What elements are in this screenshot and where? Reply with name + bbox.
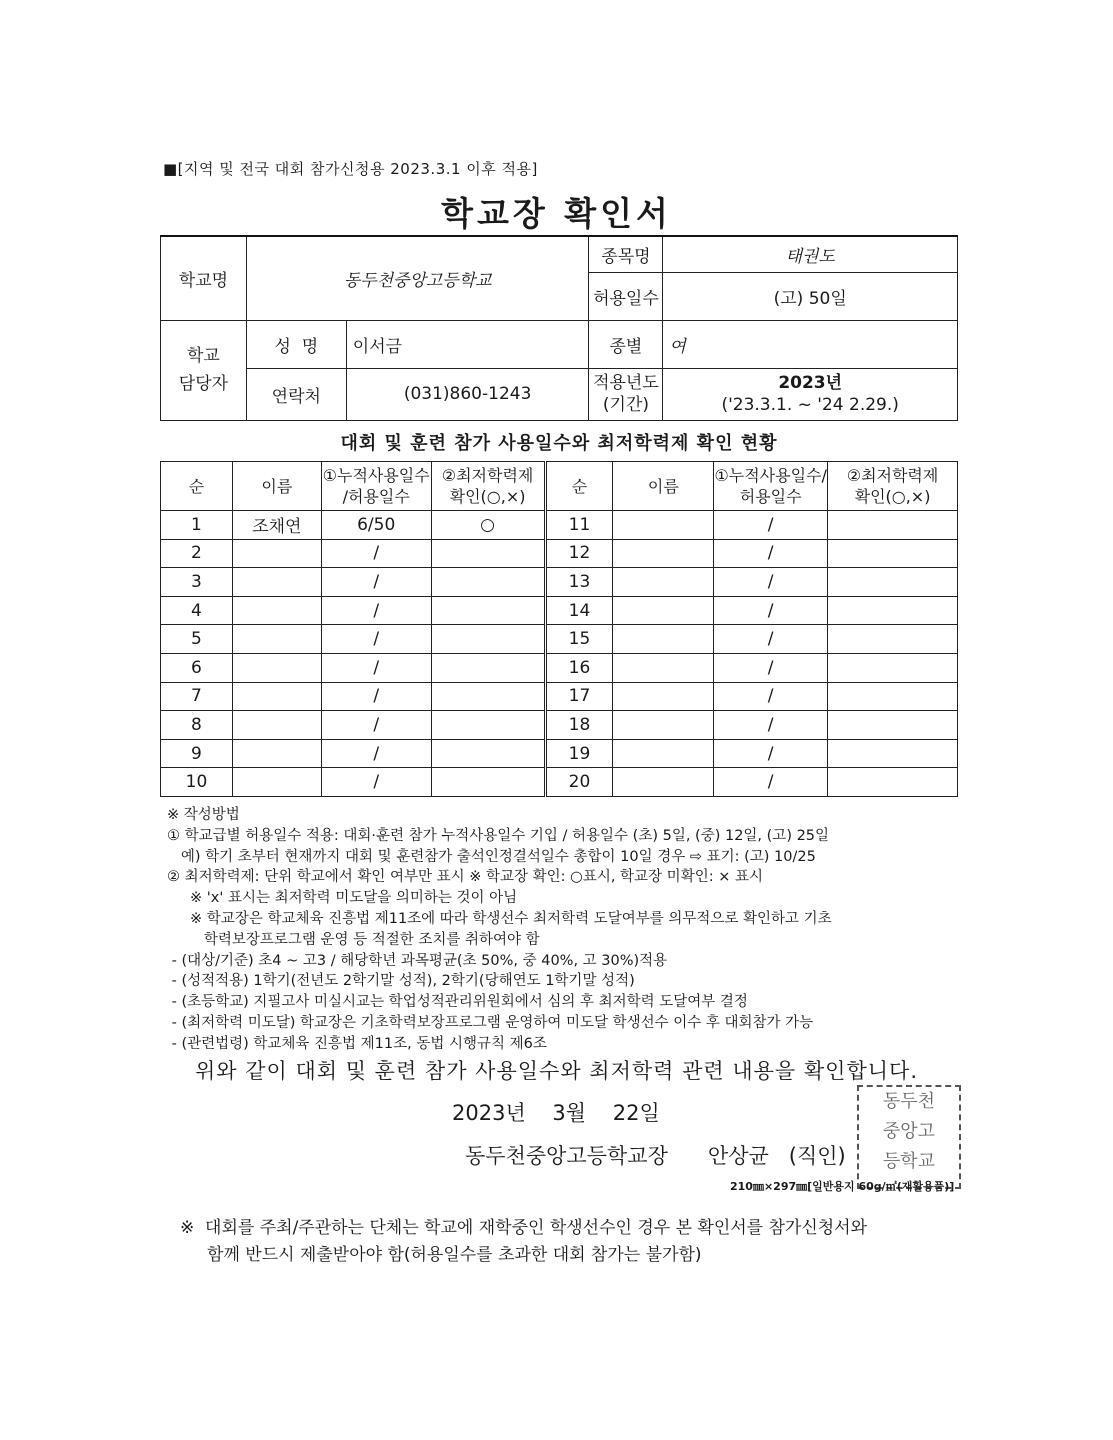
instruction-line: 학력보장프로그램 운영 등 적절한 조치를 취하여야 함	[167, 931, 540, 948]
check-cell	[431, 682, 545, 711]
seq-cell: 20	[545, 768, 613, 797]
check-cell	[828, 768, 958, 797]
issue-date	[452, 1097, 660, 1127]
days-cell: /	[321, 568, 431, 597]
instruction-line: - (초등학교) 지필고사 미실시교는 학업성적관리위원회에서 심의 후 최저학력 도달여부 결정	[167, 994, 748, 1011]
seq-cell: 12	[545, 539, 613, 568]
table-header-row	[161, 462, 958, 511]
table-body	[161, 511, 958, 797]
table-row	[161, 653, 958, 682]
school-name-value: 동두천중앙고등학교	[246, 236, 589, 320]
check-cell	[828, 539, 958, 568]
table-row	[161, 596, 958, 625]
header-days-right: ①누적사용일수/ 허용일수	[714, 462, 828, 511]
check-cell	[431, 739, 545, 768]
days-cell: /	[321, 596, 431, 625]
table-row	[161, 568, 958, 597]
days-cell: /	[714, 511, 828, 540]
table-row	[161, 739, 958, 768]
check-cell	[431, 625, 545, 654]
instruction-line: ※ 학교장은 학교체육 진흥법 제11조에 따라 학생선수 최저학력 도달여부를 의무적으로 확인하고 기초	[167, 910, 832, 927]
seq-cell: 3	[161, 568, 233, 597]
date-month: 3월	[552, 1101, 587, 1125]
seq-cell: 15	[545, 625, 613, 654]
check-cell	[828, 511, 958, 540]
name-cell	[232, 539, 321, 568]
check-cell	[431, 596, 545, 625]
seq-cell: 7	[161, 682, 233, 711]
table-row	[161, 539, 958, 568]
contact-value: (031)860-1243	[346, 368, 589, 420]
instruction-line: - (최저학력 미도달) 학교장은 기초학력보장프로그램 운영하여 미도달 학생선수 이수 후 대회참가 가능	[167, 1014, 814, 1031]
name-cell	[613, 768, 714, 797]
table-row	[161, 768, 958, 797]
paper-spec: 210㎜×297㎜[일반용지 60g/㎡(재활용품)]	[730, 1180, 955, 1193]
section-title: 대회 및 훈련 참가 사용일수와 최저학력제 확인 현황	[340, 433, 778, 454]
days-cell: /	[714, 568, 828, 597]
check-cell	[431, 711, 545, 740]
instruction-line: - (관련법령) 학교체육 진흥법 제11조, 동법 시행규칙 제6조	[167, 1035, 547, 1052]
seq-cell: 14	[545, 596, 613, 625]
form-category-tag: ■[지역 및 전국 대회 참가신청용 2023.3.1 이후 적용]	[163, 160, 538, 178]
days-cell: 6/50	[321, 511, 431, 540]
instruction-line: ※ 작성방법	[167, 807, 240, 823]
check-cell	[828, 682, 958, 711]
check-cell	[431, 539, 545, 568]
school-info-table	[160, 235, 958, 421]
days-cell: /	[321, 625, 431, 654]
check-cell: ○	[431, 511, 545, 540]
instruction-line: ② 최저학력제: 단위 학교에서 확인 여부만 표시 ※ 학교장 확인: ○표시, 학교장 미확인: × 표시	[167, 869, 763, 886]
header-seq: 순	[161, 462, 233, 511]
days-cell: /	[714, 768, 828, 797]
name-cell	[613, 539, 714, 568]
check-cell	[828, 625, 958, 654]
seq-cell: 4	[161, 596, 233, 625]
seq-cell: 16	[545, 653, 613, 682]
header-seq-right: 순	[545, 462, 613, 511]
days-cell: /	[321, 653, 431, 682]
manager-label: 학교 담당자	[161, 320, 247, 420]
check-cell	[828, 653, 958, 682]
days-cell: /	[321, 682, 431, 711]
year-label: 적용년도 (기간)	[589, 368, 663, 420]
days-cell: /	[714, 711, 828, 740]
header-name-right: 이름	[613, 462, 714, 511]
date-year: 2023년	[452, 1101, 526, 1125]
check-cell	[828, 711, 958, 740]
seq-cell: 5	[161, 625, 233, 654]
gender-value: 여	[663, 320, 958, 368]
table-row	[161, 682, 958, 711]
days-cell: /	[714, 682, 828, 711]
manager-name-label: 성 명	[246, 320, 346, 368]
table-row	[161, 711, 958, 740]
check-cell	[828, 568, 958, 597]
seq-cell: 10	[161, 768, 233, 797]
header-check-right: ②최저학력제 확인(○,×)	[828, 462, 958, 511]
days-cell: /	[321, 739, 431, 768]
name-cell	[232, 568, 321, 597]
days-cell: /	[714, 625, 828, 654]
name-cell	[232, 625, 321, 654]
seq-cell: 6	[161, 653, 233, 682]
check-cell	[431, 653, 545, 682]
seq-cell: 19	[545, 739, 613, 768]
footer-note: ※ 대회를 주최/주관하는 단체는 학교에 재학중인 학생선수인 경우 본 확인서를 참가신청서와 함께 반드시 제출받아야 함(허용일수를 초과한 대회 참가는 불가함)	[180, 1218, 868, 1265]
seq-cell: 8	[161, 711, 233, 740]
gender-label: 종별	[589, 320, 663, 368]
name-cell	[613, 596, 714, 625]
check-cell	[431, 768, 545, 797]
check-cell	[828, 739, 958, 768]
name-cell	[232, 653, 321, 682]
instruction-line: - (성적적용) 1학기(전년도 2학기말 성적), 2학기(당해연도 1학기말 성적)	[167, 973, 635, 990]
year-value: 2023년	[778, 373, 843, 393]
participation-table	[160, 461, 958, 797]
header-name: 이름	[232, 462, 321, 511]
school-name-label: 학교명	[161, 236, 247, 320]
sport-value: 태권도	[663, 236, 958, 272]
confirmation-statement: 위와 같이 대회 및 훈련 참가 사용일수와 최저학력 관련 내용을 확인합니다.	[194, 1059, 918, 1083]
days-cell: /	[321, 711, 431, 740]
name-cell	[613, 711, 714, 740]
seq-cell: 9	[161, 739, 233, 768]
name-cell	[232, 739, 321, 768]
instructions	[167, 805, 967, 1055]
name-cell	[613, 511, 714, 540]
seq-cell: 18	[545, 711, 613, 740]
seq-cell: 17	[545, 682, 613, 711]
name-cell	[613, 625, 714, 654]
days-cell: /	[714, 539, 828, 568]
name-cell	[613, 739, 714, 768]
header-check: ②최저학력제 확인(○,×)	[431, 462, 545, 511]
year-cell	[663, 368, 958, 420]
document-title: 학교장 확인서	[441, 194, 672, 233]
contact-label: 연락처	[246, 368, 346, 420]
instruction-line: 예) 학기 초부터 현재까지 대회 및 훈련참가 출석인정결석일수 총합이 10일 경우 ⇨ 표기: (고) 10/25	[167, 848, 816, 865]
official-seal: 동두천 중앙고 등학교	[857, 1085, 961, 1189]
seq-cell: 1	[161, 511, 233, 540]
date-day: 22일	[612, 1101, 660, 1125]
instruction-line: ※ 'x' 표시는 최저학력 미도달을 의미하는 것이 아님	[167, 890, 518, 907]
period-value: ('23.3.1. ~ '24 2.29.)	[721, 395, 899, 415]
seq-cell: 2	[161, 539, 233, 568]
days-cell: /	[714, 739, 828, 768]
seq-cell: 13	[545, 568, 613, 597]
name-cell	[613, 568, 714, 597]
table-row	[161, 625, 958, 654]
days-cell: /	[714, 596, 828, 625]
check-cell	[431, 568, 545, 597]
name-cell	[613, 682, 714, 711]
days-cell: /	[321, 768, 431, 797]
sport-label: 종목명	[589, 236, 663, 272]
name-cell	[232, 711, 321, 740]
name-cell: 조채연	[232, 511, 321, 540]
name-cell	[613, 653, 714, 682]
check-cell	[828, 596, 958, 625]
instruction-line: ① 학교급별 허용일수 적용: 대회·훈련 참가 누적사용일수 기입 / 허용일수 (초) 5일, (중) 12일, (고) 25일	[167, 827, 830, 844]
allowed-days-value: (고) 50일	[663, 272, 958, 320]
principal-signature: 동두천중앙고등학교장 안상균 (직인)	[465, 1144, 846, 1168]
allowed-days-label: 허용일수	[589, 272, 663, 320]
manager-name-value: 이서금	[346, 320, 589, 368]
name-cell	[232, 682, 321, 711]
name-cell	[232, 596, 321, 625]
seq-cell: 11	[545, 511, 613, 540]
days-cell: /	[321, 539, 431, 568]
header-days: ①누적사용일수 /허용일수	[321, 462, 431, 511]
table-row	[161, 511, 958, 540]
instruction-line: - (대상/기준) 초4 ~ 고3 / 해당학년 과목평균(초 50%, 중 40%, 고 30%)적용	[167, 952, 668, 969]
name-cell	[232, 768, 321, 797]
days-cell: /	[714, 653, 828, 682]
